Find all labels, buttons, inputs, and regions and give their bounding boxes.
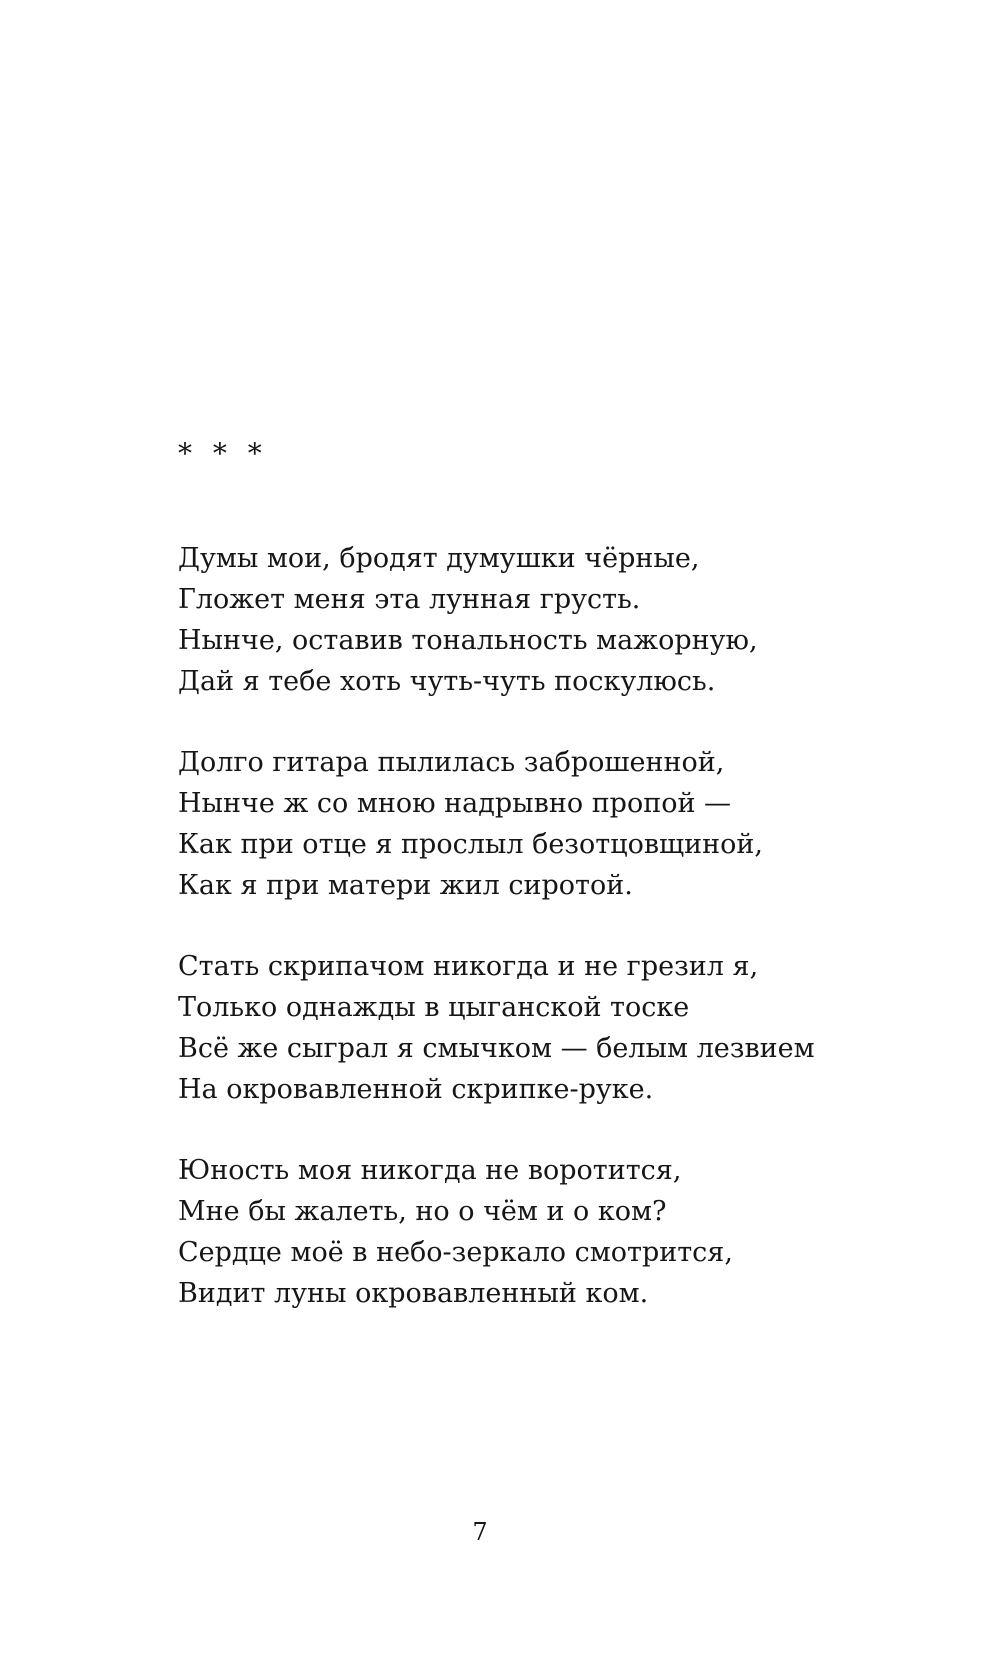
poem-line: Сердце моё в небо-зеркало смотрится, — [178, 1237, 733, 1268]
page-number: 7 — [472, 1518, 488, 1546]
poem-line: Мне бы жалеть, но о чём и о ком? — [178, 1196, 667, 1227]
poem-line: Нынче, оставив тональность мажорную, — [178, 625, 758, 656]
poem-line: Видит луны окровавленный ком. — [178, 1278, 649, 1309]
poem-line: На окровавленной скрипке-руке. — [178, 1074, 654, 1105]
poem-line: Только однажды в цыганской тоске — [178, 992, 690, 1023]
section-ornament: * * * — [178, 437, 268, 470]
poem-line: Как при отце я прослыл безотцовщиной, — [178, 829, 763, 860]
poem-line: Всё же сыграл я смычком — белым лезвием — [178, 1033, 815, 1064]
stanza — [178, 1150, 958, 1314]
stanza — [178, 538, 958, 702]
stanza — [178, 946, 958, 1110]
poem-line: Юность моя никогда не воротится, — [178, 1155, 682, 1186]
poem-line: Гложет меня эта лунная грусть. — [178, 584, 641, 615]
poem — [178, 538, 958, 1354]
poem-line: Нынче ж со мною надрывно пропой — — [178, 788, 732, 819]
stanza — [178, 742, 958, 906]
poem-line: Как я при матери жил сиротой. — [178, 870, 633, 901]
poem-line: Думы мои, бродят думушки чёрные, — [178, 543, 700, 574]
poem-line: Дай я тебе хоть чуть-чуть поскулюсь. — [178, 666, 716, 697]
poem-line: Стать скрипачом никогда и не грезил я, — [178, 951, 759, 982]
poem-line: Долго гитара пылилась заброшенной, — [178, 747, 725, 778]
